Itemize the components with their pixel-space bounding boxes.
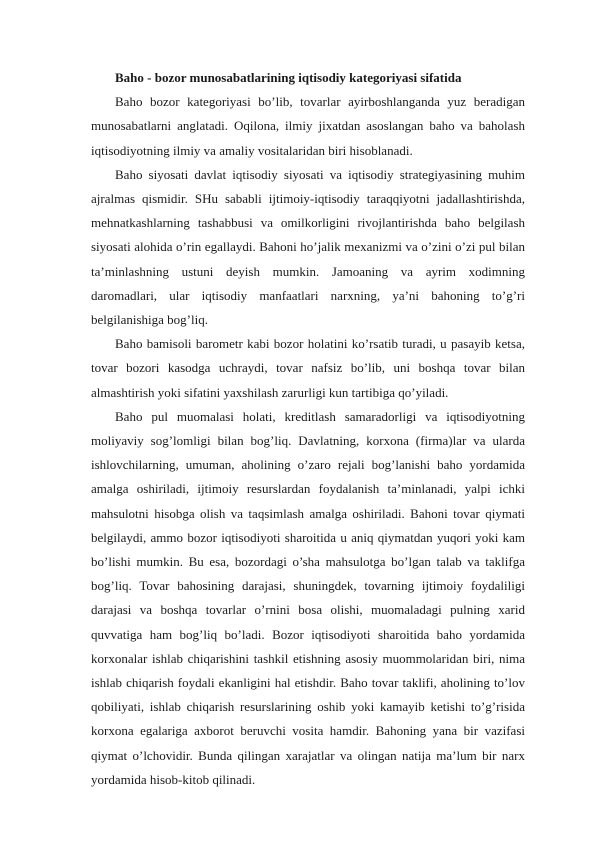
paragraph: Baho bamisoli barometr kabi bozor holatini ko’rsatib turadi, u pasayib ketsa, tovar bozori kasodga uchraydi, tovar nafsiz bo’lib, uni boshqa tovar bilan almashtirish yoki sifatini yaxshilash zarurligi kun tartibiga qo’yiladi. <box>91 336 525 400</box>
document-page <box>91 66 525 792</box>
paragraph: Baho bozor kategoriyasi bo’lib, tovarlar ayirboshlanganda yuz beradigan munosabatlarni anglatadi. Oqilona, ilmiy jixatdan asoslangan baho va baholash iqtisodiyotning ilmiy va amaliy vositalaridan biri hisoblanadi. <box>91 94 525 158</box>
paragraph: Baho siyosati davlat iqtisodiy siyosati va iqtisodiy strategiyasining muhim ajralmas qismidir. SHu sababli ijtimoiy-iqtisodiy taraqqiyotni jadallashtirishda, mehnatkashlarning tashabbusi va omilkorligini rivojlantirishda baho belgilash siyosati alohida o’rin egallaydi. Bahoni ho’jalik mexanizmi va o’zini o’zi pul bilan ta’minlashning ustuni deyish mumkin. Jamoaning va ayrim xodimning daromadlari, ular iqtisodiy manfaatlari narxning, ya’ni bahoning to’g’ri belgilanishiga bog’liq. <box>91 166 525 328</box>
paragraph: Baho pul muomalasi holati, kreditlash samaradorligi va iqtisodiyotning moliyaviy sog’lomligi bilan bog’liq. Davlatning, korxona (firma)lar va ularda ishlovchilarning, umuman, aholining o’zaro rejali bog’lanishi baho yordamida amalga oshiriladi, ijtimoiy resurslardan foydalanish ta’minlanadi, yalpi ichki mahsulotni hisobga olish va taqsimlash amalga oshiriladi. Bahoni tovar qiymati belgilaydi, ammo bozor iqtisodiyoti sharoitida u aniq qiymatdan yuqori yoki kam bo’lishi mumkin. Bu esa, bozordagi o’sha mahsulotga bo’lgan talab va taklifga bog’liq. Tovar bahosining darajasi, shuningdek, tovarning ijtimoiy foydaliligi darajasi va boshqa tovarlar o’rnini bosa olishi, muomaladagi pulning xarid quvvatiga ham bog’liq bo’ladi. Bozor iqtisodiyoti sharoitida baho yordamida korxonalar ishlab chiqarishini tashkil etishning asosiy muommolaridan biri, nima ishlab chiqarish foydali ekanligini hal etishdir. Baho tovar taklifi, aholining to’lov qobiliyati, ishlab chiqarish resurslarining oshib yoki kamayib ketishi to’g’risida korxona egalariga axborot beruvchi vosita hamdir. Bahoning yana bir vazifasi qiymat o’lchovidir. Bunda qilingan xarajatlar va olingan natija ma’lum bir narx yordamida hisob-kitob qilinadi. <box>91 408 525 787</box>
document-title: Baho - bozor munosabatlarining iqtisodiy kategoriyasi sifatida <box>115 70 462 85</box>
